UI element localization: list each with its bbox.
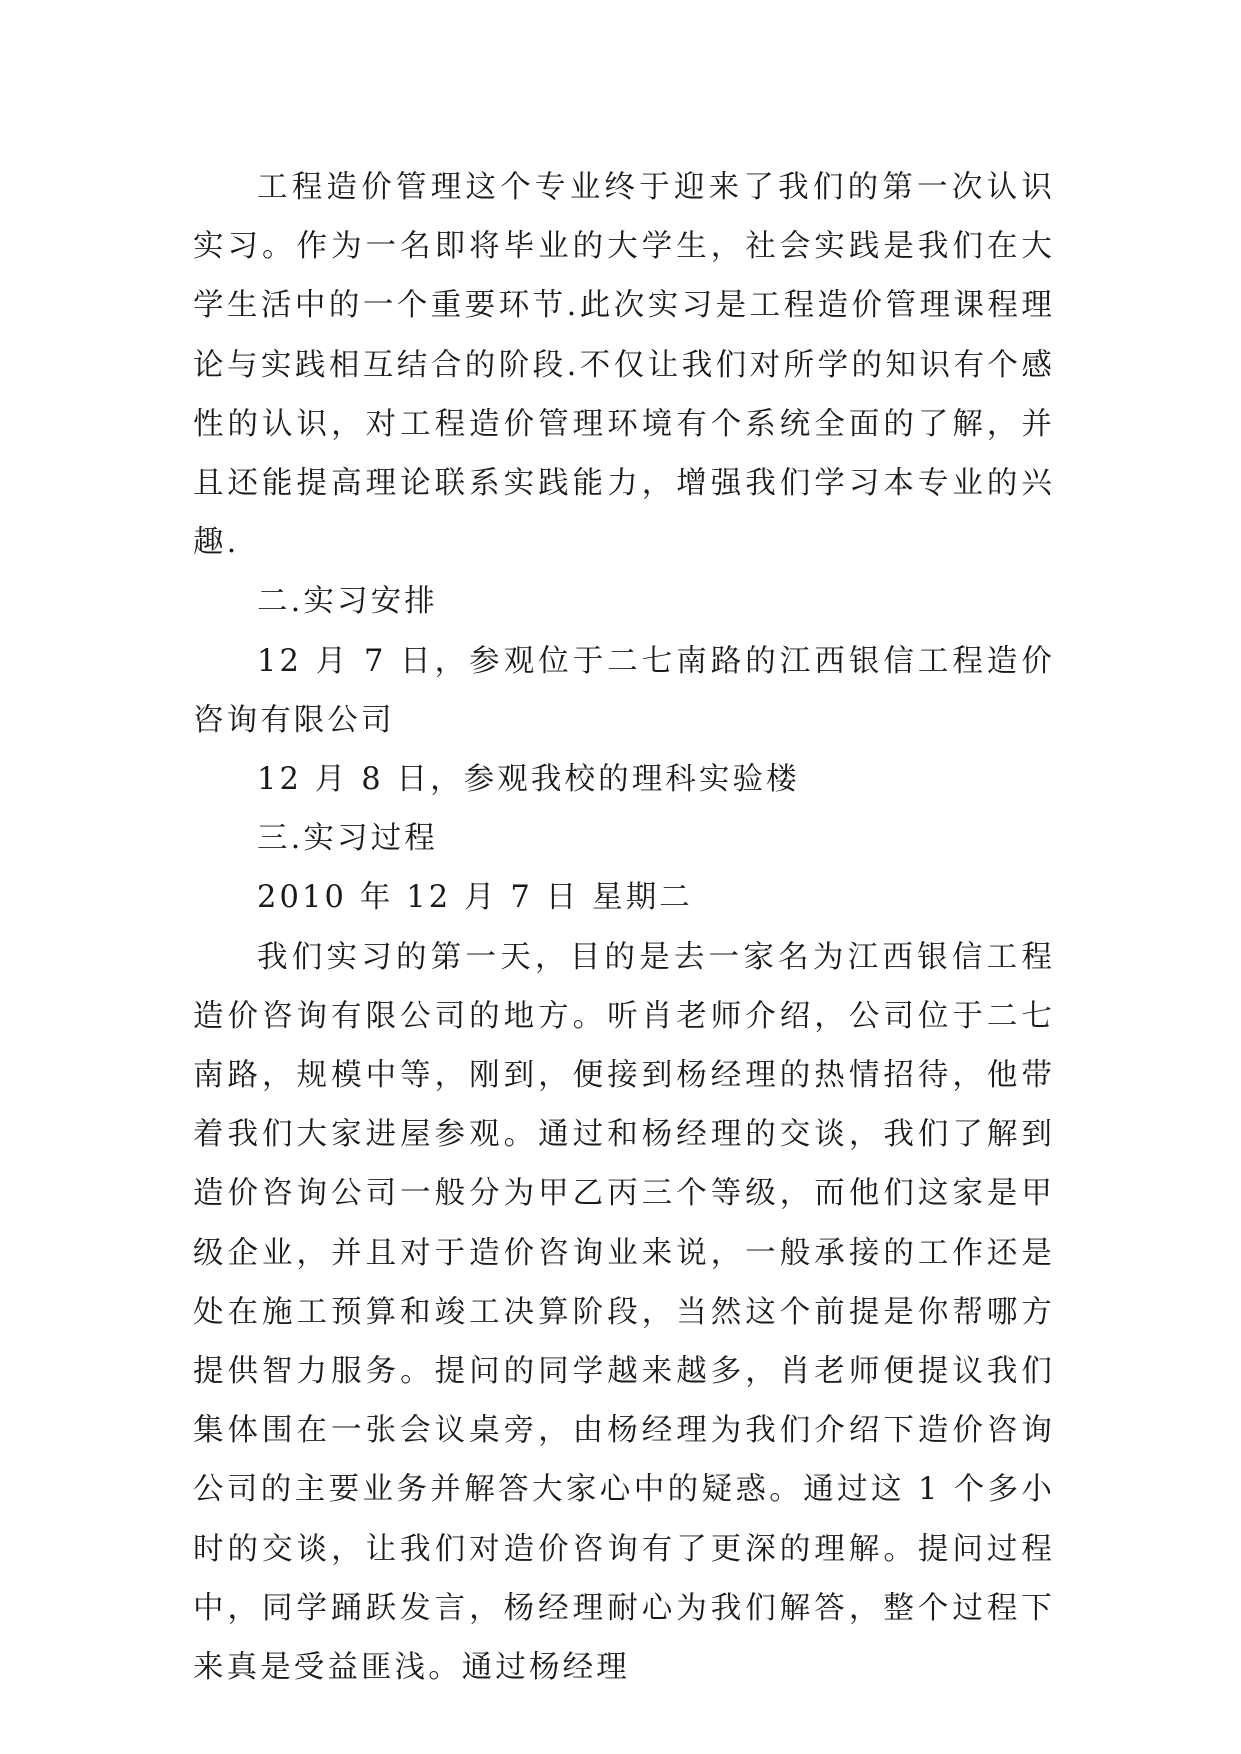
schedule-item-day2: 12 月 8 日，参观我校的理科实验楼: [257, 762, 800, 798]
section-heading-process: 三.实习过程: [257, 821, 438, 857]
section-heading-arrangement: 二.实习安排: [257, 584, 438, 620]
process-paragraph: 我们实习的第一天，目的是去一家名为江西银信工程造价咨询有限公司的地方。听肖老师介绍，公司位于二七南路，规模中等，刚到，便接到杨经理的热情招待，他带着我们大家进屋参观。通过和杨经理的交谈，我们了解到造价咨询公司一般分为甲乙丙三个等级，而他们这家是甲级企业，并且对于造价咨询业来说，一般承接的工作还是处在施工预算和竣工决算阶段，当然这个前提是你帮哪方提供智力服务。提问的同学越来越多，肖老师便提议我们集体围在一张会议桌旁，由杨经理为我们介绍下造价咨询公司的主要业务并解答大家心中的疑惑。通过这 1 个多小时的交谈，让我们对造价咨询有了更深的理解。提问过程中，同学踊跃发言，杨经理耐心为我们解答，整个过程下来真是受益匪浅。通过杨经理: [193, 939, 1055, 1686]
document-body: [193, 158, 1055, 1697]
date-line: 2010 年 12 月 7 日 星期二: [257, 880, 693, 916]
intro-paragraph: 工程造价管理这个专业终于迎来了我们的第一次认识实习。作为一名即将毕业的大学生，社会实践是我们在大学生活中的一个重要环节.此次实习是工程造价管理课程理论与实践相互结合的阶段.不仅让我们对所学的知识有个感性的认识，对工程造价管理环境有个系统全面的了解，并且还能提高理论联系实践能力，增强我们学习本专业的兴趣.: [193, 170, 1055, 561]
schedule-item-day1: 12 月 7 日，参观位于二七南路的江西银信工程造价咨询有限公司: [193, 643, 1055, 738]
